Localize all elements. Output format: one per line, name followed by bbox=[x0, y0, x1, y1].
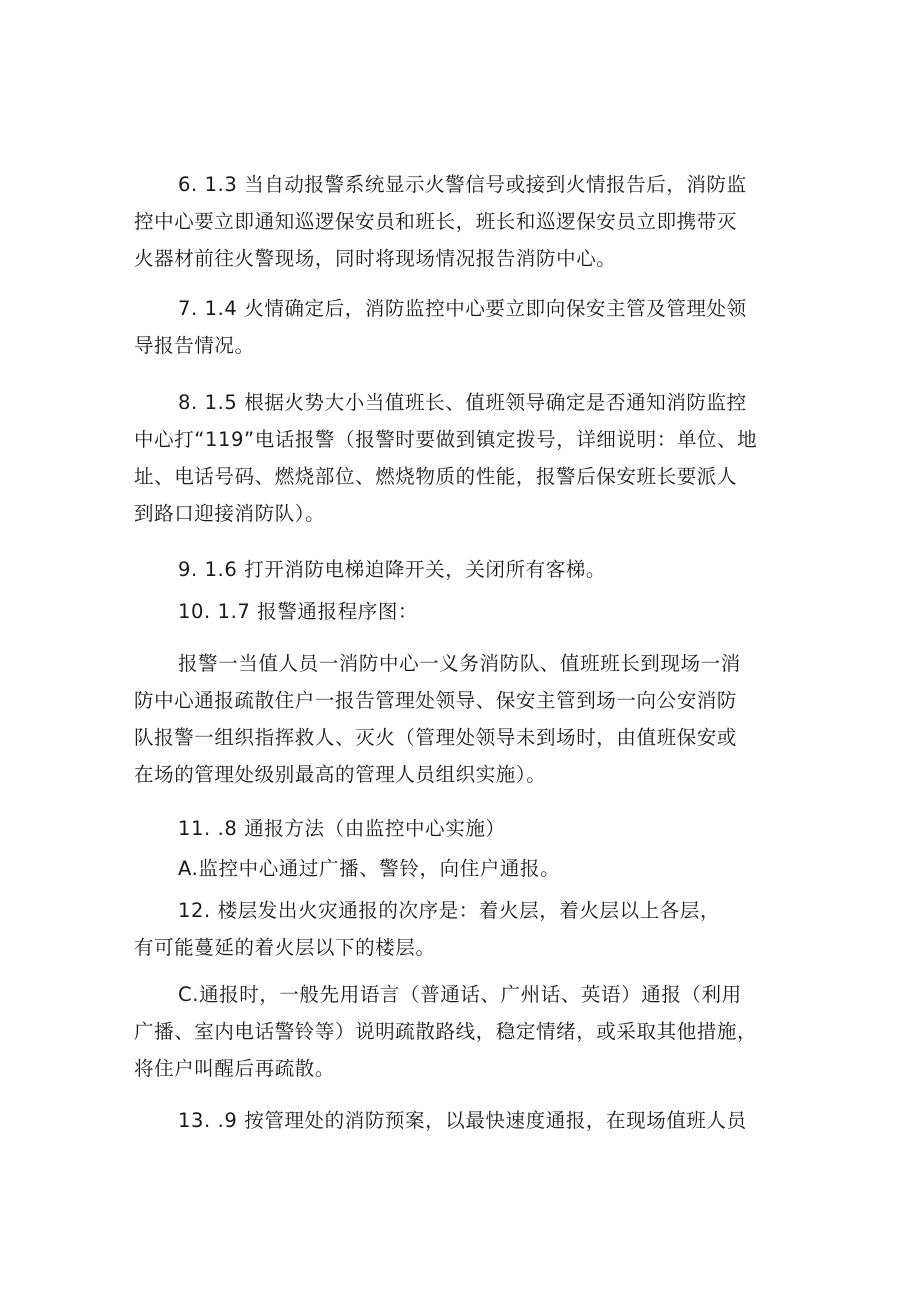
paragraph-11-notification-method bbox=[134, 810, 786, 847]
text-line: 控中心要立即通知巡逻保安员和班长，班长和巡逻保安员立即携带灭 bbox=[134, 210, 738, 233]
text-line: 中心打“119”电话报警（报警时要做到镇定拨号，详细说明：单位、地 bbox=[134, 428, 758, 451]
text-line: 址、电话号码、燃烧部位、燃烧物质的性能，报警后保安班长要派人 bbox=[134, 465, 738, 488]
text-line: 火器材前往火警现场，同时将现场情况报告消防中心。 bbox=[134, 247, 617, 270]
text-line: 9. 1.6 打开消防电梯迫降开关，关闭所有客梯。 bbox=[178, 558, 607, 581]
paragraph-13-fire-plan bbox=[134, 1102, 786, 1139]
text-line: 10. 1.7 报警通报程序图： bbox=[178, 600, 419, 623]
text-line: 报警一当值人员一消防中心一义务消防队、值班班长到现场一消 bbox=[178, 652, 741, 675]
text-line: 8. 1.5 根据火势大小当值班长、值班领导确定是否通知消防监控 bbox=[178, 391, 747, 414]
text-line: 防中心通报疏散住户一报告管理处领导、保安主管到场一向公安消防 bbox=[134, 689, 738, 712]
paragraph-c-language bbox=[134, 976, 786, 1087]
paragraph-8-1-5 bbox=[134, 384, 786, 532]
text-line: C.通报时，一般先用语言（普通话、广州话、英语）通报（利用 bbox=[178, 983, 742, 1006]
text-line: A.监控中心通过广播、警铃，向住户通报。 bbox=[178, 857, 561, 880]
paragraph-6-1-3 bbox=[134, 166, 786, 277]
paragraph-a-broadcast bbox=[134, 850, 786, 887]
text-line: 广播、室内电话警铃等）说明疏散路线，稳定情绪，或采取其他措施， bbox=[134, 1020, 758, 1043]
text-line: 队报警一组织指挥救人、灭火（管理处领导未到场时，由值班保安或 bbox=[134, 726, 738, 749]
text-line: 在场的管理处级别最高的管理人员组织实施）。 bbox=[134, 763, 547, 786]
paragraph-alarm-procedure bbox=[134, 645, 786, 793]
text-line: 有可能蔓延的着火层以下的楼层。 bbox=[134, 936, 436, 959]
paragraph-9-1-6 bbox=[134, 551, 786, 588]
paragraph-7-1-4 bbox=[134, 290, 786, 364]
text-line: 导报告情况。 bbox=[134, 334, 255, 357]
text-line: 到路口迎接消防队）。 bbox=[134, 502, 326, 525]
paragraph-12-floor-order bbox=[134, 892, 786, 966]
text-line: 将住户叫醒后再疏散。 bbox=[134, 1057, 336, 1080]
text-line: 6. 1.3 当自动报警系统显示火警信号或接到火情报告后，消防监 bbox=[178, 173, 747, 196]
text-line: 13. .9 按管理处的消防预案，以最快速度通报，在现场值班人员 bbox=[178, 1109, 747, 1132]
paragraph-10-1-7 bbox=[134, 593, 786, 630]
text-line: 7. 1.4 火情确定后，消防监控中心要立即向保安主管及管理处领 bbox=[178, 297, 747, 320]
text-line: 11. .8 通报方法（由监控中心实施） bbox=[178, 817, 506, 840]
text-line: 12. 楼层发出火灾通报的次序是：着火层，着火层以上各层， bbox=[178, 899, 721, 922]
